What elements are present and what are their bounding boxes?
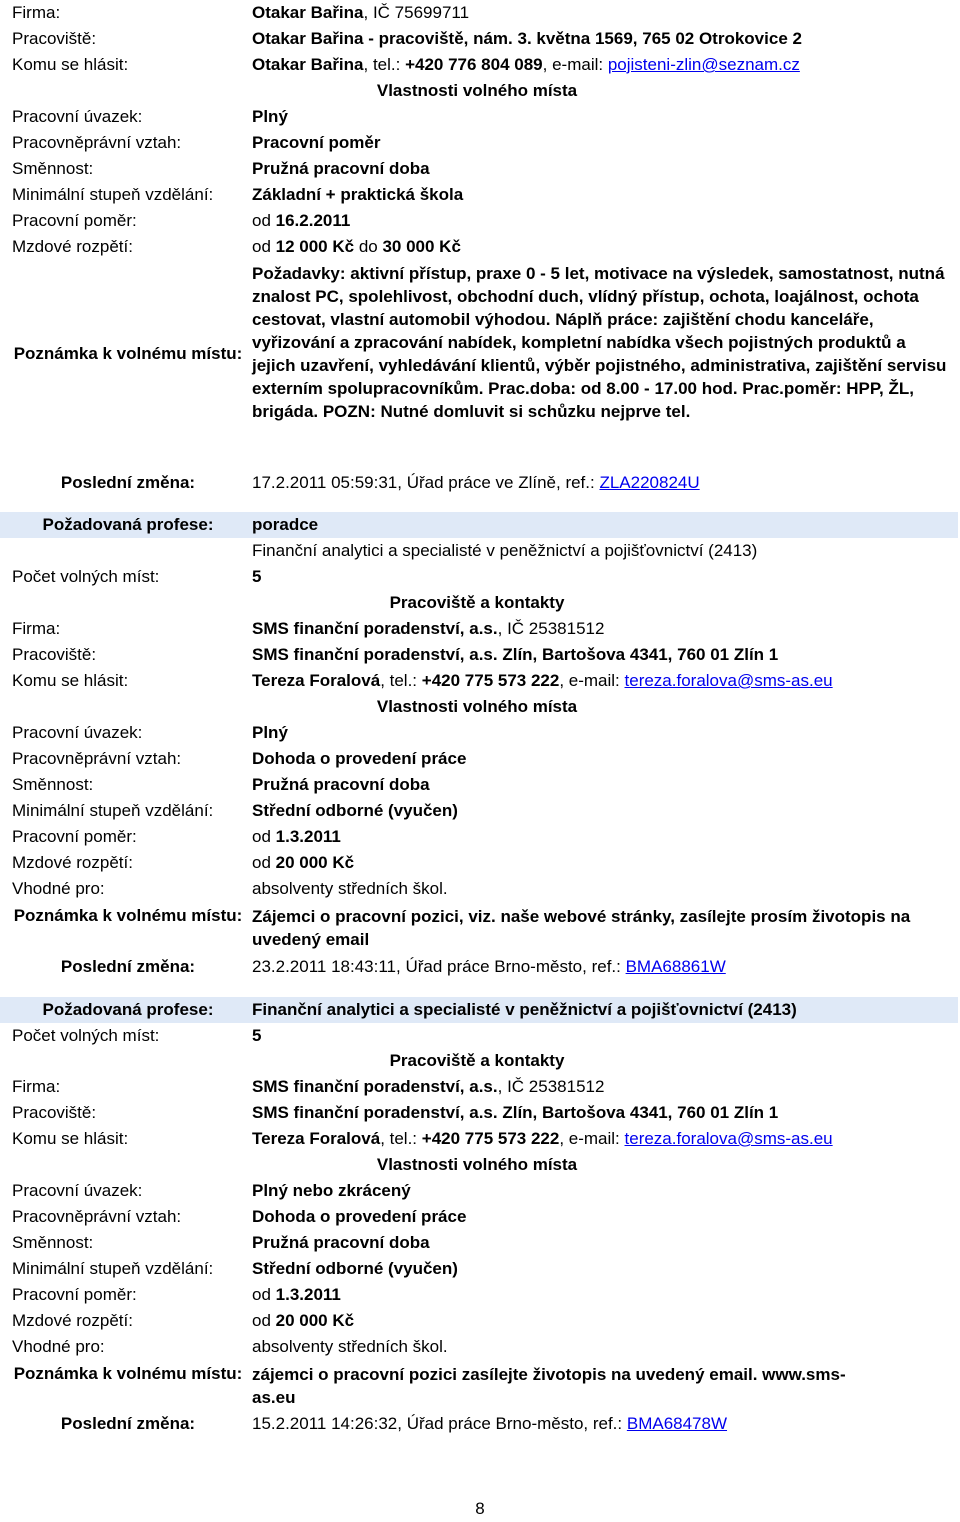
uvazek-label: Pracovní úvazek: [12,1181,143,1200]
firma-value [252,0,469,26]
pomer-label: Pracovní poměr: [12,827,137,846]
vhodne-value: absolventy středních škol. [252,879,448,898]
zmena-label: Poslední změna: [60,957,196,976]
mzda-prefix: od [252,1311,276,1330]
smennost-value: Pružná pracovní doba [252,159,430,178]
mzda-mid: do [354,237,383,256]
pomer-value [252,824,341,850]
pomer-value [252,208,350,234]
smennost-label: Směnnost: [12,159,94,178]
smennost-value: Pružná pracovní doba [252,775,430,794]
pracoviste-value: SMS finanční poradenství, a.s. Zlín, Bartošova 4341, 760 01 Zlín 1 [252,1103,779,1122]
smennost-label: Směnnost: [12,1233,94,1252]
poznamka-text: Požadavky: aktivní přístup, praxe 0 - 5 let, motivace na výsledek, samostatnost, nutná znalost PC, spolehlivost, obchodní duch, vlídný přístup, ochota, loajálnost, ochota cestovat, vlastní automobil výhodou. Náplň práce: zajištění chodu kanceláře, vyřizování a zpracování nabídek, kompletní nabídka všech pojistných produktů a jejich uzavření, vyhledávání klientů, výběr pojistného, administrativa, zajištění servisu externím spolupracovníkům. Prac.doba: od 8.00 - 17.00 hod. Prac.poměr: HPP, ŽL, brigáda. POZN: Nutné domluvit si schůzku nejprve tel. [252,264,947,421]
firma-ic: , IČ 25381512 [497,619,605,638]
mail-label: , e-mail: [559,671,625,690]
firma-value [252,616,604,642]
pracoviste-label: Pracoviště: [12,645,97,664]
vztah-label: Pracovněprávní vztah: [12,133,182,152]
contact-email-link[interactable]: pojisteni-zlin@seznam.cz [607,55,800,74]
pomer-label: Pracovní poměr: [12,1285,137,1304]
mzda-prefix: od [252,853,276,872]
pocet-label: Počet volných míst: [12,567,160,586]
firma-name: SMS finanční poradenství, a.s. [252,619,498,638]
contact-phone: +420 775 573 222 [421,1129,560,1148]
mzda-value [252,850,354,876]
komu-label: Komu se hlásit: [12,1129,129,1148]
komu-value [252,52,800,78]
tel-label: , tel.: [380,1129,422,1148]
uvazek-label: Pracovní úvazek: [12,723,143,742]
pomer-date: 1.3.2011 [275,1285,341,1304]
pomer-label: Pracovní poměr: [12,211,137,230]
firma-ic: , IČ 25381512 [497,1077,605,1096]
vzdelani-label: Minimální stupeň vzdělání: [12,801,214,820]
pracoviste-value: Otakar Bařina - pracoviště, nám. 3. května 1569, 765 02 Otrokovice 2 [252,29,802,48]
uvazek-label: Pracovní úvazek: [12,107,143,126]
pracoviste-value: SMS finanční poradenství, a.s. Zlín, Bartošova 4341, 760 01 Zlín 1 [252,645,779,664]
contact-name: Tereza Foralová [252,1129,381,1148]
tel-label: , tel.: [363,55,406,74]
profese-label: Požadovaná profese: [42,515,214,534]
vlastnosti-heading: Vlastnosti volného místa [376,697,578,716]
uvazek-value: Plný [252,723,288,742]
vzdelani-value: Základní + praktická škola [252,185,464,204]
smennost-label: Směnnost: [12,775,94,794]
vlastnosti-heading: Vlastnosti volného místa [376,81,578,100]
mail-label: , e-mail: [559,1129,625,1148]
ref-link[interactable]: ZLA220824U [599,473,700,492]
mzda-label: Mzdové rozpětí: [12,237,133,256]
zmena-value [252,1411,727,1437]
vlastnosti-heading: Vlastnosti volného místa [376,1155,578,1174]
mzda-value [252,234,461,260]
mzda-from: 12 000 Kč [275,237,355,256]
pomer-date: 1.3.2011 [275,827,341,846]
profese-value: Finanční analytici a specialisté v peněžnictví a pojišťovnictví (2413) [252,1000,797,1019]
firma-value [252,1074,604,1100]
vhodne-value: absolventy středních škol. [252,1337,448,1356]
zmena-label: Poslední změna: [60,1414,196,1433]
ref-link[interactable]: BMA68861W [625,957,726,976]
poznamka-label: Poznámka k volnému místu: [13,906,243,925]
mzda-label: Mzdové rozpětí: [12,1311,133,1330]
vztah-value: Pracovní poměr [252,133,381,152]
smennost-value: Pružná pracovní doba [252,1233,430,1252]
vztah-value: Dohoda o provedení práce [252,1207,467,1226]
contact-phone: +420 775 573 222 [421,671,560,690]
vzdelani-value: Střední odborné (vyučen) [252,801,458,820]
zmena-value [252,470,700,496]
poznamka-text: Zájemci o pracovní pozici, viz. naše webové stránky, zasílejte prosím životopis na uvedený email [252,907,911,949]
contact-email-link[interactable]: tereza.foralova@sms-as.eu [624,671,833,690]
zmena-value [252,954,726,980]
profese-label: Požadovaná profese: [42,1000,214,1019]
mzda-to: 30 000 Kč [382,237,461,256]
profese-value: poradce [252,515,319,534]
contact-name: Otakar Bařina [252,55,364,74]
pomer-value [252,1282,341,1308]
mzda-from: 20 000 Kč [275,853,355,872]
page-number: 8 [475,1499,485,1518]
zmena-text: 17.2.2011 05:59:31, Úřad práce ve Zlíně, ref.: [252,473,600,492]
firma-ic: , IČ 75699711 [363,3,470,22]
poznamka-text: zájemci o pracovní pozici zasílejte životopis na uvedený email. www.sms-as.eu [252,1365,846,1407]
kontakty-heading: Pracoviště a kontakty [389,593,565,612]
zmena-text: 23.2.2011 18:43:11, Úřad práce Brno-město, ref.: [252,957,626,976]
poznamka-label: Poznámka k volnému místu: [13,344,243,363]
firma-label: Firma: [12,619,61,638]
profese-sub: Finanční analytici a specialisté v peněžnictví a pojišťovnictví (2413) [252,541,758,560]
kontakty-heading: Pracoviště a kontakty [389,1051,565,1070]
uvazek-value: Plný nebo zkrácený [252,1181,411,1200]
komu-label: Komu se hlásit: [12,671,129,690]
pracoviste-label: Pracoviště: [12,29,97,48]
mail-label: , e-mail: [542,55,608,74]
pracoviste-label: Pracoviště: [12,1103,97,1122]
mzda-value [252,1308,354,1334]
vhodne-label: Vhodné pro: [12,1337,105,1356]
komu-value [252,1126,833,1152]
firma-name: SMS finanční poradenství, a.s. [252,1077,498,1096]
vhodne-label: Vhodné pro: [12,879,105,898]
pomer-prefix: od [252,827,276,846]
vzdelani-value: Střední odborné (vyučen) [252,1259,458,1278]
pomer-prefix: od [252,1285,276,1304]
uvazek-value: Plný [252,107,288,126]
vzdelani-label: Minimální stupeň vzdělání: [12,185,214,204]
tel-label: , tel.: [380,671,422,690]
vztah-label: Pracovněprávní vztah: [12,1207,182,1226]
vztah-value: Dohoda o provedení práce [252,749,467,768]
vzdelani-label: Minimální stupeň vzdělání: [12,1259,214,1278]
mzda-prefix: od [252,237,276,256]
contact-email-link[interactable]: tereza.foralova@sms-as.eu [624,1129,833,1148]
pocet-label: Počet volných míst: [12,1026,160,1045]
zmena-label: Poslední změna: [60,473,196,492]
ref-link[interactable]: BMA68478W [626,1414,728,1433]
contact-phone: +420 776 804 089 [405,55,543,74]
firma-label: Firma: [12,1077,61,1096]
komu-value [252,668,833,694]
mzda-from: 20 000 Kč [275,1311,355,1330]
pomer-prefix: od [252,211,276,230]
contact-name: Tereza Foralová [252,671,381,690]
firma-name: Otakar Bařina [252,3,364,22]
zmena-text: 15.2.2011 14:26:32, Úřad práce Brno-město, ref.: [252,1414,627,1433]
firma-label: Firma: [12,3,61,22]
pocet-value: 5 [252,1026,262,1045]
vztah-label: Pracovněprávní vztah: [12,749,182,768]
pocet-value: 5 [252,567,262,586]
komu-label: Komu se hlásit: [12,55,129,74]
poznamka-label: Poznámka k volnému místu: [13,1364,243,1383]
pomer-date: 16.2.2011 [275,211,351,230]
mzda-label: Mzdové rozpětí: [12,853,133,872]
